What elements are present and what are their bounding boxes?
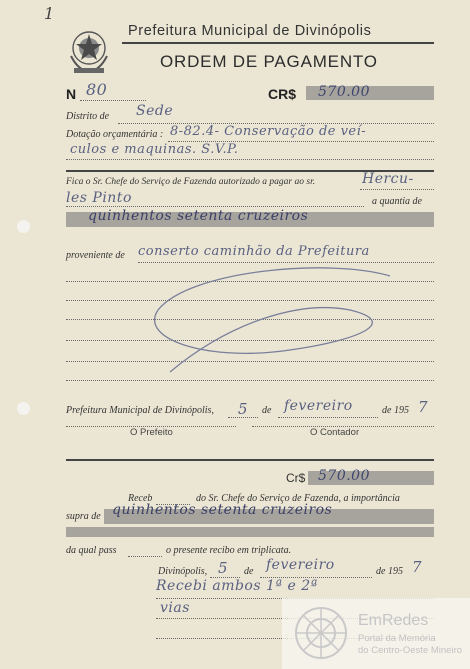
- dotacao-label: Dotação orçamentária :: [66, 129, 164, 140]
- amount-words-value: quinhentos setenta cruzeiros: [88, 208, 309, 224]
- currency-label: CR$: [268, 86, 297, 102]
- signature-de-1: de: [262, 405, 272, 416]
- signature-month-line: [278, 417, 378, 418]
- supra-label: supra de: [66, 511, 101, 522]
- receb-text: do Sr. Chefe do Serviço de Fazenda, a importância: [196, 493, 400, 504]
- receipt-de-1: de: [244, 566, 254, 577]
- receipt-day: 5: [218, 559, 229, 577]
- signature-day: 5: [238, 400, 249, 418]
- signature-place-label: Prefeitura Municipal de Divinópolis,: [66, 405, 214, 416]
- signature-year-digit: 7: [418, 398, 429, 416]
- cancellation-scribble: [150, 262, 400, 382]
- municipality-title: Prefeitura Municipal de Divinópolis: [128, 23, 372, 39]
- district-label: Distrito de: [66, 111, 110, 122]
- contador-label: O Contador: [310, 427, 360, 438]
- dotacao-value-2: culos e maquinas. S.V.P.: [70, 142, 239, 157]
- receipt-place-label: Divinópolis,: [158, 566, 208, 577]
- receipt-currency-label: Cr$: [286, 471, 306, 485]
- watermark-brand: EmRedes: [358, 612, 429, 629]
- dotacao-line-2: [66, 159, 434, 160]
- margin-mark: 1: [44, 4, 55, 23]
- payee-line-2: [66, 206, 364, 207]
- triplicata-text: o presente recibo em triplicata.: [166, 545, 292, 556]
- payee-value-2: les Pinto: [66, 190, 132, 206]
- header-rule: [122, 42, 434, 44]
- prefeito-label: O Prefeito: [130, 427, 173, 438]
- quantia-label: a quantia de: [372, 196, 422, 207]
- watermark: [282, 598, 470, 669]
- receb-label: Receb: [128, 493, 153, 504]
- signature-month: fevereiro: [284, 398, 353, 414]
- number-value: 80: [86, 80, 108, 99]
- receipt-blank-box: [66, 527, 434, 537]
- coat-of-arms-icon: [66, 26, 112, 76]
- receipt-amount-words: quinhentos setenta cruzeiros: [112, 502, 333, 518]
- amount-value: 570.00: [318, 84, 370, 100]
- emredes-logo-icon: [290, 602, 352, 664]
- number-label: N: [66, 86, 77, 102]
- number-line: [80, 100, 146, 101]
- qual-pass-label: da qual pass: [66, 545, 117, 556]
- receipt-month: fevereiro: [266, 557, 335, 573]
- watermark-line-2: do Centro-Oeste Mineiro: [358, 645, 463, 656]
- authorization-text: Fica o Sr. Chefe do Serviço de Fazenda autorizado a pagar ao sr.: [66, 177, 316, 187]
- receipt-signature-1: Recebi ambos 1ª e 2ª: [156, 578, 318, 594]
- receipt-amount-value: 570.00: [318, 468, 370, 484]
- district-value: Sede: [136, 103, 174, 119]
- proveniente-label: proveniente de: [66, 250, 125, 261]
- proveniente-value: conserto caminhão da Prefeitura: [138, 244, 370, 259]
- form-title: ORDEM DE PAGAMENTO: [160, 52, 378, 71]
- receipt-signature-2: vias: [160, 600, 190, 616]
- signature-de-2: de 195: [382, 405, 409, 416]
- receipt-year-digit: 7: [412, 558, 423, 576]
- payee-value-1: Hercu-: [362, 171, 414, 187]
- punch-hole-bottom: [17, 402, 30, 415]
- qual-pass-line: [128, 556, 162, 557]
- section-divider-2: [66, 459, 434, 461]
- punch-hole-top: [17, 220, 30, 233]
- watermark-line-1: Portal da Memória: [358, 633, 436, 644]
- payee-line-1: [360, 189, 434, 190]
- dotacao-value-1: 8-82.4- Conservação de veí-: [170, 124, 367, 139]
- receipt-de-2: de 195: [376, 566, 403, 577]
